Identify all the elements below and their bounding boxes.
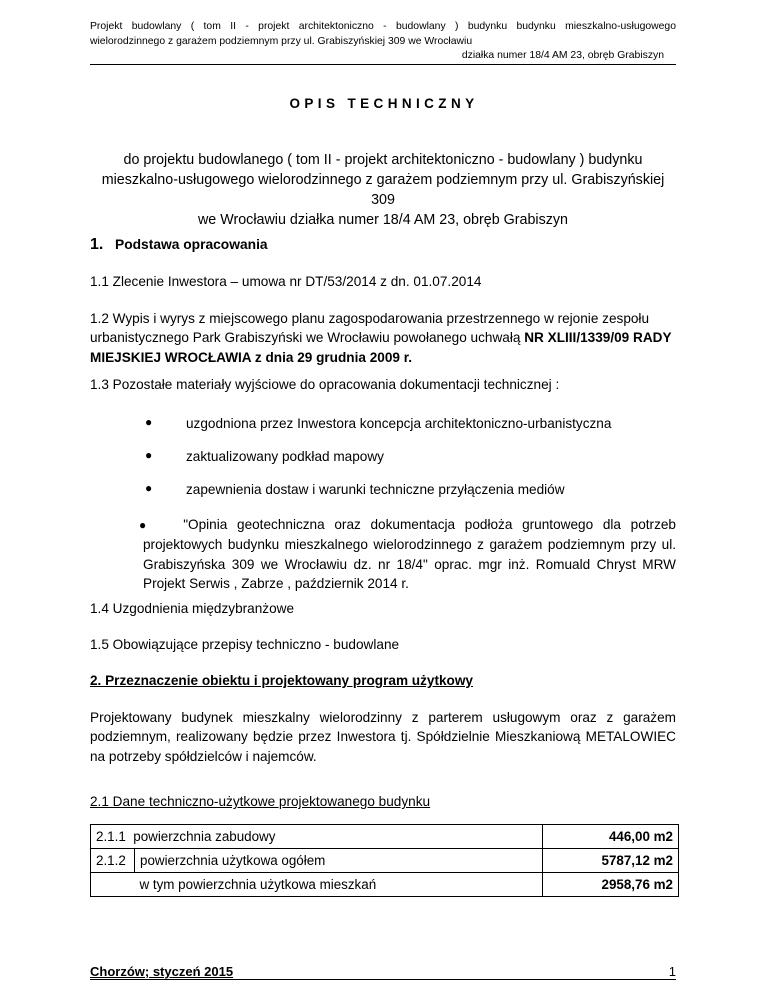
- page-footer: [90, 964, 676, 979]
- bullet-text: zaktualizowany podkład mapowy: [186, 449, 384, 464]
- row-number: 2.1.1: [96, 829, 126, 844]
- bullet-item: [90, 414, 676, 434]
- header-rule: [90, 64, 676, 65]
- technical-data-table: [90, 824, 679, 897]
- section-1-heading: [90, 235, 676, 254]
- bullet-icon: ●: [145, 481, 153, 495]
- subtitle-line-3: we Wrocławiu działka numer 18/4 AM 23, obręb Grabiszyn: [197, 212, 569, 228]
- running-header: [90, 20, 676, 64]
- document-subtitle: [90, 150, 676, 230]
- item-1-1: 1.1 Zlecenie Inwestora – umowa nr DT/53/2014 z dn. 01.07.2014: [90, 274, 482, 289]
- row-label: w tym powierzchnia użytkowa mieszkań: [135, 873, 543, 897]
- table-cell-value: 5787,12 m2: [542, 849, 678, 873]
- subtitle-line-1: do projektu budowlanego ( tom II - projekt architektoniczno - budowlany ) budynku: [123, 152, 643, 168]
- table-row: [91, 825, 679, 849]
- header-line-1: Projekt budowlany ( tom II - projekt architektoniczno - budowlany ) budynku budynku mieszkalno-usługowego: [90, 21, 676, 32]
- section-2-1-heading: 2.1 Dane techniczno-użytkowe projektowanego budynku: [90, 794, 431, 809]
- row-number: [91, 873, 135, 897]
- bullet-icon: ●: [139, 518, 153, 532]
- footer-place-date: Chorzów; styczeń 2015: [90, 964, 234, 979]
- row-label: powierzchnia zabudowy: [133, 829, 276, 844]
- bullet-icon: ●: [145, 448, 153, 462]
- footer-rule: [90, 979, 676, 980]
- section-1-number: 1.: [90, 236, 104, 253]
- table-cell-value: 2958,76 m2: [542, 873, 678, 897]
- bullet-item: [90, 480, 676, 500]
- item-1-3: 1.3 Pozostałe materiały wyjściowe do opracowania dokumentacji technicznej :: [90, 377, 560, 392]
- table-cell-value: 446,00 m2: [542, 825, 678, 849]
- bullet-text: "Opinia geotechniczna oraz dokumentacja podłoża gruntowego dla potrzeb projektowych budynku mieszkalnego wielorodzinnego z garażem podziemnym przy ul. Grabiszyńska 309 we Wrocławiu dz. nr 18/4" oprac. mgr inż. Romuald Chryst MRW Projekt Serwis , Zabrze , październik 2014 r.: [143, 517, 676, 592]
- item-1-5: 1.5 Obowiązujące przepisy techniczno - budowlane: [90, 637, 400, 652]
- table-cell-label: [91, 825, 543, 849]
- bullet-icon: ●: [145, 415, 153, 429]
- subtitle-line-2: mieszkalno-usługowego wielorodzinnego z garażem podziemnym przy ul. Grabiszyńskiej 309: [101, 172, 665, 208]
- bullet-text: uzgodniona przez Inwestora koncepcja architektoniczno-urbanistyczna: [186, 416, 612, 431]
- page-number: 1: [668, 964, 676, 979]
- table-row: [91, 873, 679, 897]
- bullet-item-geotech: [139, 515, 676, 594]
- table-row: [91, 849, 679, 873]
- header-line-3: działka numer 18/4 AM 23, obręb Grabiszyn: [461, 50, 664, 61]
- section-1-title: Podstawa opracowania: [115, 237, 268, 252]
- item-1-4: 1.4 Uzgodnienia międzybranżowe: [90, 601, 295, 616]
- document-title: OPIS TECHNICZNY: [289, 96, 479, 111]
- bullet-item: [90, 447, 676, 467]
- row-number: 2.1.2: [91, 849, 135, 873]
- row-label: powierzchnia użytkowa ogółem: [135, 849, 543, 873]
- header-line-2: wielorodzinnego z garażem podziemnym przy ul. Grabiszyńskiej 309 we Wrocławiu: [90, 35, 473, 47]
- item-1-2-resolution: NR XLIII/1339/09 RADY MIEJSKIEJ WROCŁAWIA z dnia 29 grudnia 2009 r.: [90, 330, 672, 365]
- item-1-2: [90, 309, 676, 367]
- section-2-heading: 2. Przeznaczenie obiektu i projektowany program użytkowy: [90, 673, 473, 688]
- section-2-paragraph: Projektowany budynek mieszkalny wielorodzinny z parterem usługowym oraz z garażem podziemnym, realizowany będzie przez Inwestora tj. Spółdzielnie Mieszkaniową METALOWIEC na potrzeby spółdzielców i najemców.: [90, 710, 676, 764]
- item-1-2-text: 1.2 Wypis i wyrys z miejscowego planu zagospodarowania przestrzennego w rejonie zespołu urbanistycznego Park Grabiszyński we Wrocławiu powołanego uchwałą: [90, 311, 650, 346]
- bullet-text: zapewnienia dostaw i warunki techniczne przyłączenia mediów: [186, 482, 565, 497]
